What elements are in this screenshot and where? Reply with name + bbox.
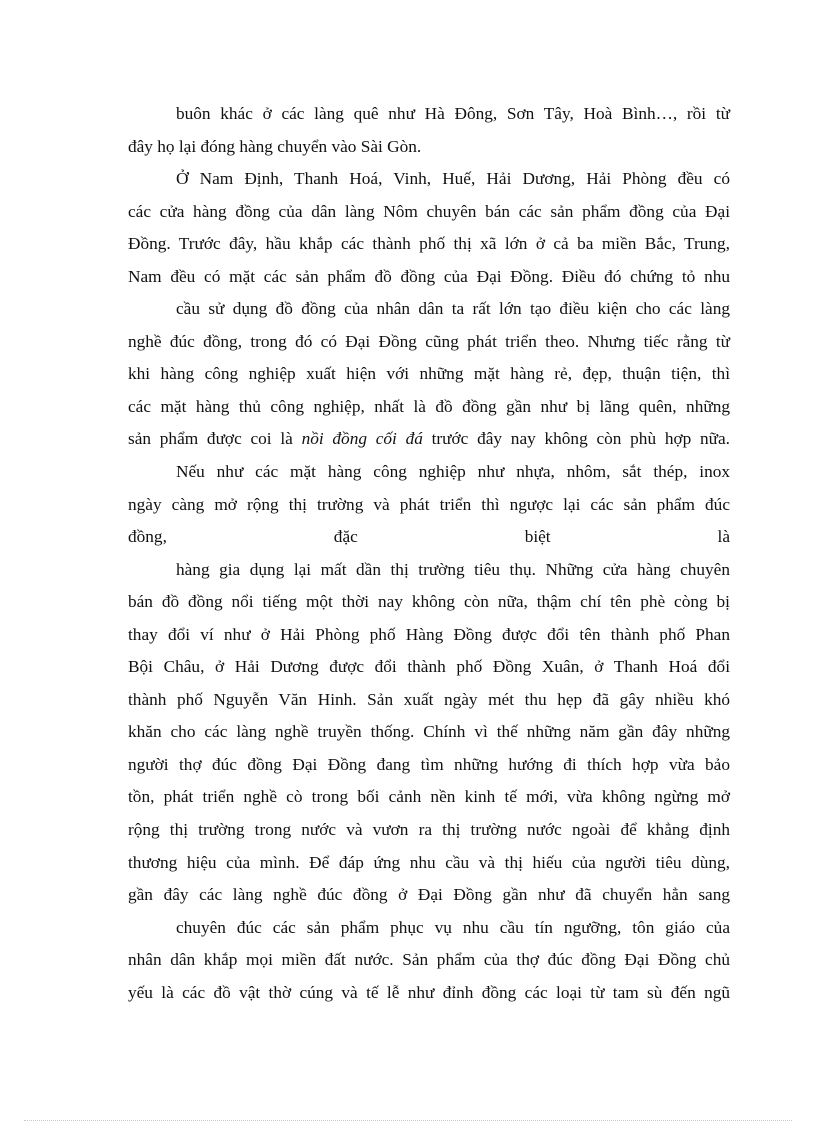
text-line: khăn cho các làng nghề truyền thống. Chính vì thế những năm gần đây những <box>128 722 730 742</box>
text-line: thành phố Nguyễn Văn Hinh. Sản xuất ngày mét thu hẹp đã gây nhiều khó <box>128 689 730 709</box>
text-line: chuyên đúc các sản phẩm phục vụ nhu cầu tín ngưỡng, tôn giáo của <box>176 917 730 937</box>
italic-term: nồi đồng cối đá <box>301 429 423 449</box>
text-line: cầu sử dụng đồ đồng của nhân dân ta rất lớn tạo điều kiện cho các làng <box>176 299 730 319</box>
text-line: thay đổi ví như ở Hải Phòng phố Hàng Đồng được đổi tên thành phố Phan <box>128 624 730 644</box>
text-line: người thợ đúc đồng Đại Đồng đang tìm những hướng đi thích hợp vừa bảo <box>128 754 730 774</box>
text-line: nhân dân khắp mọi miền đất nước. Sản phẩm của thợ đúc đồng Đại Đồng chủ <box>128 950 730 970</box>
text-line: khi hàng công nghiệp xuất hiện với những mặt hàng rẻ, đẹp, thuận tiện, thì <box>128 364 730 384</box>
text-line: nghề đúc đồng, trong đó có Đại Đồng cũng phát triển theo. Nhưng tiếc rằng từ <box>128 331 730 351</box>
text-line: tồn, phát triển nghề cò trong bối cảnh nền kinh tế mới, vừa không ngừng mở <box>128 787 730 807</box>
text-line: Nam đều có mặt các sản phẩm đồ đồng của Đại Đồng. Điều đó chứng tỏ nhu <box>128 266 730 286</box>
text-line: đây họ lại đóng hàng chuyển vào Sài Gòn. <box>128 136 422 156</box>
text-line: rộng thị trường trong nước và vươn ra thị trường nước ngoài để khẳng định <box>128 820 730 840</box>
text-line: Bội Châu, ở Hải Dương được đổi thành phố Đồng Xuân, ở Thanh Hoá đổi <box>128 657 730 677</box>
text-line: đồng, đặc biệt là <box>128 527 730 547</box>
text-line: buôn khác ở các làng quê như Hà Đông, Sơn Tây, Hoà Bình…, rồi từ <box>176 104 730 123</box>
text-line-with-italic-term <box>128 423 730 456</box>
text-line: Ở Nam Định, Thanh Hoá, Vinh, Huế, Hải Dương, Hải Phòng đều có <box>176 169 730 189</box>
body-text <box>128 98 730 1009</box>
text-segment: sản phẩm được coi là <box>128 429 302 449</box>
text-line: gần đây các làng nghề đúc đồng ở Đại Đồng gần như đã chuyển hẳn sang <box>128 885 730 905</box>
page-bottom-divider <box>24 1120 792 1121</box>
text-line: bán đồ đồng nổi tiếng một thời nay không còn nữa, thậm chí tên phè còng bị <box>128 592 730 612</box>
text-line: Đồng. Trước đây, hầu khắp các thành phố thị xã lớn ở cả ba miền Bắc, Trung, <box>128 234 730 254</box>
text-segment: trước đây nay không còn phù hợp nữa. <box>422 429 730 449</box>
text-line: Nếu như các mặt hàng công nghiệp như nhựa, nhôm, sắt thép, inox <box>176 462 730 482</box>
text-line: các cửa hàng đồng của dân làng Nôm chuyên bán các sản phẩm đồng của Đại <box>128 201 730 221</box>
text-line: hàng gia dụng lại mất dần thị trường tiêu thụ. Những cửa hàng chuyên <box>176 559 730 579</box>
text-line: yếu là các đồ vật thờ cúng và tế lễ như đỉnh đồng các loại từ tam sù đến ngũ <box>128 982 730 1002</box>
text-line: các mặt hàng thủ công nghiệp, nhất là đồ đồng gần như bị lãng quên, những <box>128 396 730 416</box>
text-line: ngày càng mở rộng thị trường và phát triển thì ngược lại các sản phẩm đúc <box>128 494 730 514</box>
text-line: thương hiệu của mình. Để đáp ứng nhu cầu và thị hiếu của người tiêu dùng, <box>128 852 730 872</box>
